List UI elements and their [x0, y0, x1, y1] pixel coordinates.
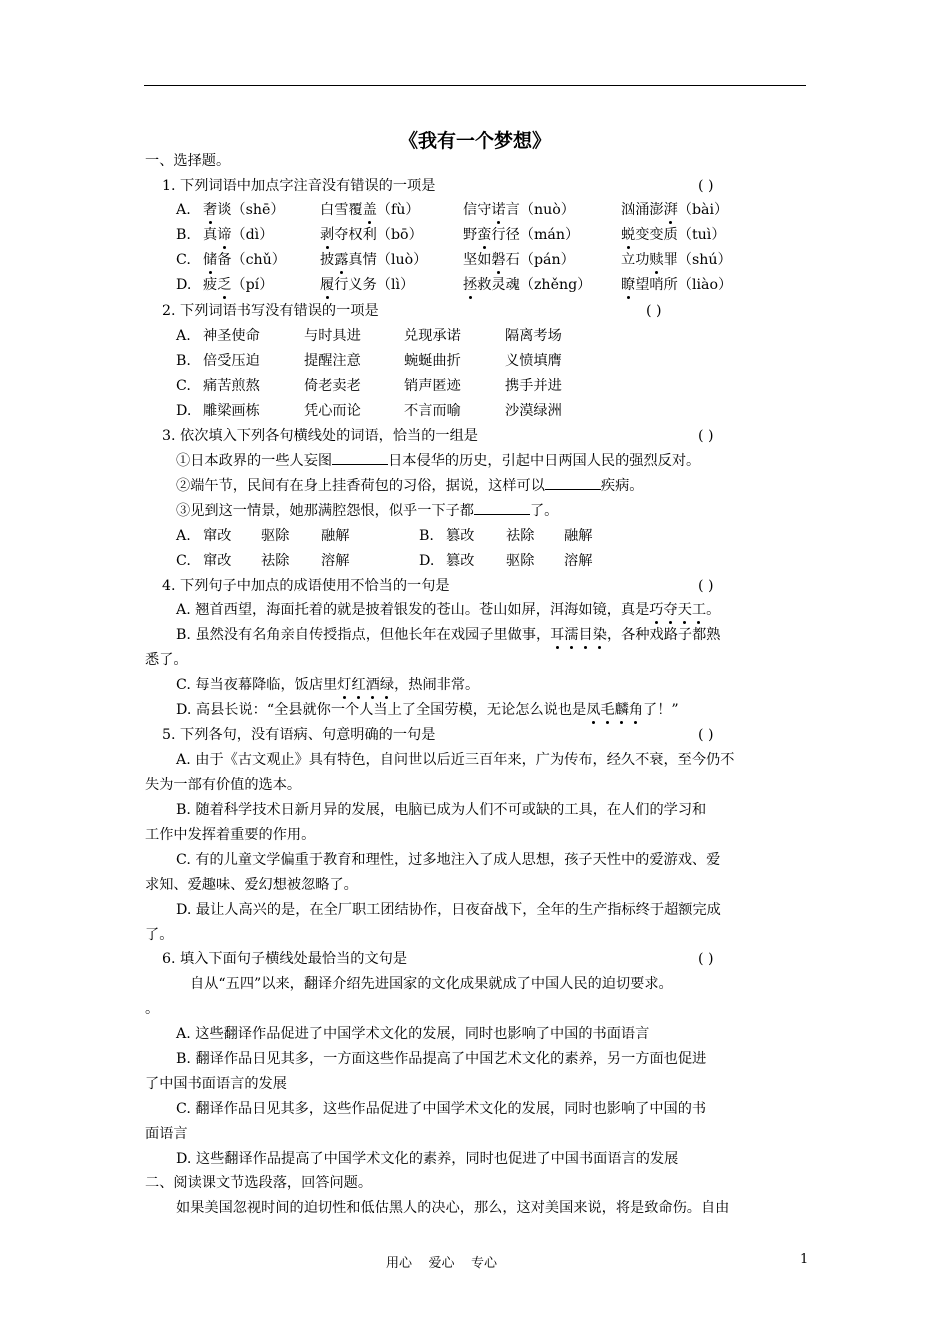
q2-option-c: C. 痛苦煎熬 倚老卖老 销声匿迹 携手并进: [176, 378, 562, 394]
q6-option-a: A. 这些翻译作品促进了中国学术文化的发展，同时也影响了中国的书面语言: [176, 1026, 650, 1042]
q2-stem: 2. 下列词语书写没有错误的一项是: [162, 303, 379, 319]
section-heading-reading: 二、阅读课文节选段落，回答问题。: [145, 1175, 373, 1191]
q5-option-a-line2: 失为一部有价值的选本。: [145, 777, 302, 793]
q6-answer-paren: ( ): [698, 951, 714, 967]
q3-sentence-2: ②端午节，民间有在身上挂香荷包的习俗，据说，这样可以 疾病。: [176, 478, 644, 494]
q1-option-d: D. 疲乏（pí） 履行义务（lì） 拯救灵魂（zhěng） 瞭望哨所（liào）: [176, 277, 733, 293]
q5-option-a-line1: A. 由于《古文观止》具有特色，自问世以后近三百年来，广为传布，经久不衰，至今仍不: [176, 752, 735, 768]
q4-option-d: D. 高县长说：“全县就你一个人当上了全国劳模，无论怎么说也是凤毛麟角了！”: [176, 702, 679, 718]
page-number: 1: [800, 1252, 809, 1267]
page-title: 《我有一个梦想》: [398, 130, 551, 152]
q5-answer-paren: ( ): [698, 727, 714, 743]
q5-option-c-line1: C. 有的儿童文学偏重于教育和理性，过多地注入了成人思想，孩子天性中的爱游戏、爱: [176, 852, 721, 868]
q5-option-b-line2: 工作中发挥着重要的作用。: [145, 827, 316, 843]
fill-blank: [545, 477, 601, 490]
q6-stem: 6. 填入下面句子横线处最恰当的文句是: [162, 951, 408, 967]
fill-blank: [332, 452, 388, 465]
q6-option-b-line2: 了中国书面语言的发展: [145, 1076, 287, 1092]
q4-option-b-line1: B. 虽然没有名角亲自传授指点，但他长年在戏园子里做事，耳濡目染，各种戏路子都熟: [176, 627, 721, 643]
q6-sentence: 自从“五四”以来，翻译介绍先进国家的文化成果就成了中国人民的迫切要求。: [190, 976, 673, 992]
q3-options-cd: C. 窜改 祛除 溶解 D. 篡改 驱除 溶解: [176, 553, 593, 569]
reading-passage: 如果美国忽视时间的迫切性和低估黑人的决心，那么，这对美国来说，将是致命伤。自由: [176, 1200, 730, 1216]
q4-stem: 4. 下列句子中加点的成语使用不恰当的一句是: [162, 578, 450, 594]
q3-sentence-3: ③见到这一情景，她那满腔怨恨，似乎一下子都 了。: [176, 503, 559, 519]
q6-sentence-tail: 。: [145, 1001, 160, 1017]
q6-option-b-line1: B. 翻译作品日见其多，一方面这些作品提高了中国艺术文化的素养，另一方面也促进: [176, 1051, 707, 1067]
q4-option-b-line2: 悉了。: [145, 652, 188, 668]
q6-option-c-line1: C. 翻译作品日见其多，这些作品促进了中国学术文化的发展，同时也影响了中国的书: [176, 1101, 707, 1117]
q5-option-d-line1: D. 最让人高兴的是，在全厂职工团结协作，日夜奋战下，全年的生产指标终于超额完成: [176, 902, 721, 918]
q5-option-b-line1: B. 随着科学技术日新月异的发展，电脑已成为人们不可或缺的工具，在人们的学习和: [176, 802, 707, 818]
q2-option-b: B. 倍受压迫 提醒注意 蜿蜒曲折 义愤填膺: [176, 353, 562, 369]
q2-answer-paren: ( ): [646, 303, 662, 319]
q1-option-a: A. 奢谈（shē） 白雪覆盖（fù） 信守诺言（nuò） 汹涌澎湃（bài）: [176, 202, 729, 218]
q3-answer-paren: ( ): [698, 428, 714, 444]
q1-stem: 1. 下列词语中加点字注音没有错误的一项是: [162, 178, 436, 194]
q3-sentence-1: ①日本政界的一些人妄图 日本侵华的历史，引起中日两国人民的强烈反对。: [176, 453, 701, 469]
q1-answer-paren: ( ): [698, 178, 714, 194]
q5-option-d-line2: 了。: [145, 927, 174, 943]
q3-stem: 3. 依次填入下列各句横线处的词语，恰当的一组是: [162, 428, 478, 444]
section-heading-choice: 一、选择题。: [145, 153, 231, 169]
q4-option-c: C. 每当夜幕降临，饭店里灯红酒绿，热闹非常。: [176, 677, 480, 693]
q2-option-a: A. 神圣使命 与时具进 兑现承诺 隔离考场: [176, 328, 562, 344]
q6-option-c-line2: 面语言: [145, 1126, 188, 1142]
q1-option-c: C. 储备（chǔ） 披露真情（luò） 坚如磐石（pán） 立功赎罪（shú）: [176, 252, 732, 268]
q6-option-d: D. 这些翻译作品提高了中国学术文化的素养，同时也促进了中国书面语言的发展: [176, 1151, 679, 1167]
footer-motto: 用心 爱心 专心: [386, 1256, 498, 1271]
q5-option-c-line2: 求知、爱趣味、爱幻想被忽略了。: [145, 877, 358, 893]
q3-options-ab: A. 窜改 驱除 融解 B. 篡改 祛除 融解: [176, 528, 593, 544]
q5-stem: 5. 下列各句，没有语病、句意明确的一句是: [162, 727, 436, 743]
q4-option-a: A. 翘首西望，海面托着的就是披着银发的苍山。苍山如屏，洱海如镜，真是巧夺天工。: [176, 602, 721, 618]
header-rule: [144, 85, 806, 86]
q2-option-d: D. 雕梁画栋 凭心而论 不言而喻 沙漠绿洲: [176, 403, 562, 419]
q4-answer-paren: ( ): [698, 578, 714, 594]
fill-blank: [474, 502, 530, 515]
q1-option-b: B. 真谛（dì） 剥夺权利（bō） 野蛮行径（mán） 蜕变变质（tuì）: [176, 227, 726, 243]
